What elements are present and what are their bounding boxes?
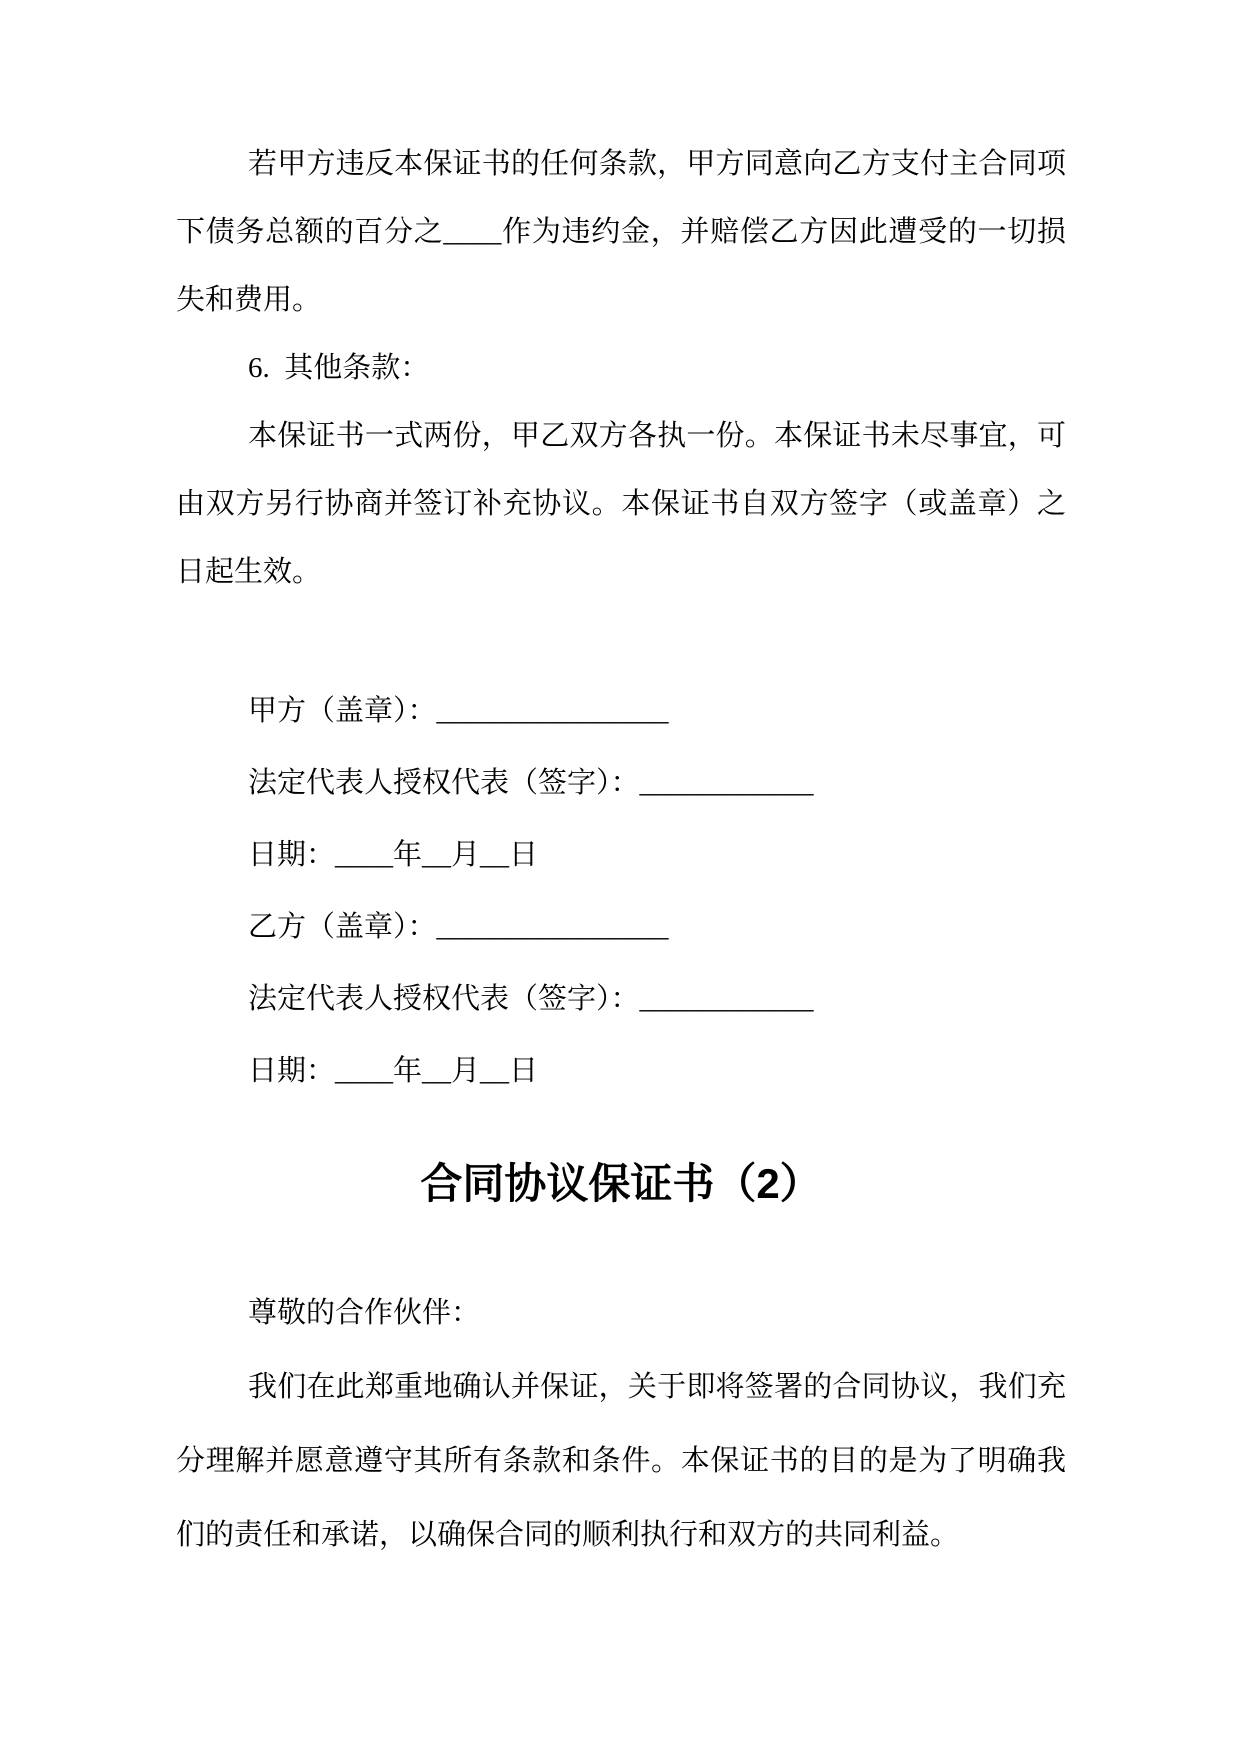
clause-6-heading [176, 334, 1066, 402]
paragraph-line: 若甲方违反本保证书的任何条款，甲方同意向乙方支付主合同项 [248, 148, 1066, 180]
salutation [176, 1276, 1066, 1350]
paragraph-commitment [176, 1350, 1066, 1572]
paragraph-line: 日起生效。 [176, 556, 322, 588]
party-a-date-line: 日期：____年__月__日 [248, 839, 539, 871]
paragraph-line: 下债务总额的百分之____作为违约金，并赔偿乙方因此遭受的一切损 [176, 216, 1066, 248]
paragraph-line: 本保证书一式两份，甲乙双方各执一份。本保证书未尽事宜，可 [248, 420, 1066, 452]
party-a-seal-line: 甲方（盖章）：________________ [248, 695, 669, 727]
party-b-representative-line: 法定代表人授权代表（签字）：____________ [248, 983, 814, 1015]
paragraph-line: 们的责任和承诺，以确保合同的顺利执行和双方的共同利益。 [176, 1519, 960, 1551]
salutation-line: 尊敬的合作伙伴： [248, 1297, 481, 1329]
paragraph-penalty-clause [176, 130, 1066, 334]
party-a-representative-line: 法定代表人授权代表（签字）：____________ [248, 767, 814, 799]
paragraph-counterparts [176, 402, 1066, 606]
section-2-title: 合同协议保证书（2） [420, 1160, 822, 1207]
party-b-date-line: 日期：____年__月__日 [248, 1055, 539, 1087]
clause-number-label: 6. 其他条款： [248, 352, 430, 384]
signature-block [176, 675, 1066, 1107]
paragraph-line: 分理解并愿意遵守其所有条款和条件。本保证书的目的是为了明确我 [176, 1445, 1066, 1477]
paragraph-line: 由双方另行协商并签订补充协议。本保证书自双方签字（或盖章）之 [176, 488, 1066, 520]
paragraph-line: 我们在此郑重地确认并保证，关于即将签署的合同协议，我们充 [248, 1371, 1066, 1403]
paragraph-line: 失和费用。 [176, 284, 322, 316]
party-b-seal-line: 乙方（盖章）：________________ [248, 911, 669, 943]
